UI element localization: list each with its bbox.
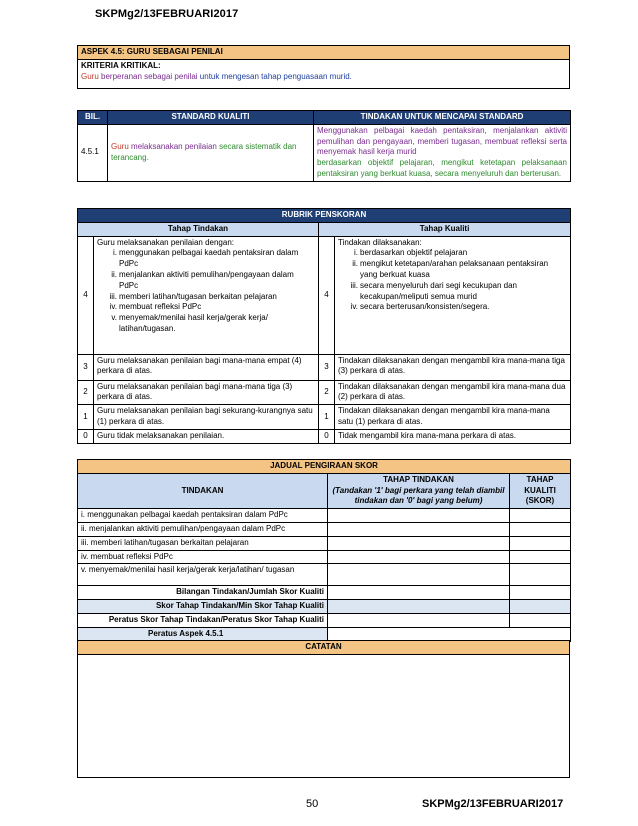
tahap-tindakan-cell[interactable] [328,550,510,564]
level4-right [335,236,571,354]
rubrik-title: RUBRIK PENSKORAN [78,209,571,223]
list-item: iv. secara berterusan/konsisten/segera. [350,302,490,312]
jadual-col-tindakan: TINDAKAN [78,473,328,508]
list-item: ii. mengikut ketetapan/arahan pelaksanaan pentaksiran yang berkuat kuasa [352,259,549,279]
level4-right-intro: Tindakan dilaksanakan: [338,237,422,247]
row-left: Guru melaksanakan penilaian bagi mana-mana tiga (3) perkara di atas. [94,380,319,405]
peratus-aspek-label: Peratus Aspek 4.5.1 [78,627,328,641]
std-end: secara sistematik dan terancang. [111,141,297,162]
col-tindakan: TINDAKAN UNTUK MENCAPAI STANDARD [314,111,571,125]
peratus-skor-cell[interactable] [328,613,510,627]
standard-text [108,124,314,181]
row-score: 2 [78,380,94,405]
catatan-table [77,640,570,778]
row-right: Tindakan dilaksanakan dengan mengambil kira mana-mana tiga (3) perkara di atas. [335,354,571,380]
list-item: ii. menjalankan aktiviti pemulihan/pengayaan dalam PdPc [111,269,294,290]
jadual-item: v. menyemak/menilai hasil kerja/gerak kerja/latihan/ tugasan [78,564,328,586]
tahap-tindakan-note: (Tandakan '1' bagi perkara yang telah diambil tindakan dan '0' bagi yang belum) [332,485,505,506]
rubrik-table [77,208,571,444]
level4-left-intro: Guru melaksanakan penilaian dengan: [97,237,234,247]
peratus-aspek-cell[interactable] [328,627,571,641]
kriteria-cell [78,60,570,89]
level4-score-left: 4 [78,236,94,354]
page-footer: SKPMg2/13FEBRUARI2017 [422,798,564,810]
tahap-kualiti-cell[interactable] [510,564,571,586]
jadual-item: i. menggunakan pelbagai kaedah pentaksiran dalam PdPc [78,509,328,523]
row-right: Tindakan dilaksanakan dengan mengambil kira mana-mana dua (2) perkara di atas. [335,380,571,405]
tahap-tindakan-cell[interactable] [328,564,510,586]
kriteria-end: untuk mengesan tahap penguasaan murid. [199,71,352,81]
tahap-tindakan-label: TAHAP TINDAKAN [383,474,454,484]
list-item: iii. memberi latihan/tugasan berkaitan pelajaran [109,291,277,301]
bilangan-kualiti-cell[interactable] [510,586,571,600]
level4-right-list [338,248,567,313]
list-item: v. menyemak/menilai hasil kerja/gerak kerja/ latihan/tugasan. [111,313,268,333]
bilangan-cell[interactable] [328,586,510,600]
level4-score-right: 4 [319,236,335,354]
col-bil: BIL. [78,111,108,125]
peratus-skor-kualiti-cell[interactable] [510,613,571,627]
row-left: Guru melaksanakan penilaian bagi mana-mana empat (4) perkara di atas. [94,354,319,380]
jadual-item: ii. menjalankan aktiviti pemulihan/pengayaan dalam PdPc [78,522,328,536]
tahap-kualiti-cell[interactable] [510,522,571,536]
row-score: 1 [319,405,335,430]
tindakan-text-1: Menggunakan pelbagai kaedah pentaksiran, menjalankan aktiviti pemulihan dan pengayaan, memberi tugasan, membuat refleksi serta menyemak hasil kerja murid [317,125,567,157]
skor-label: Skor Tahap Tindakan/Min Skor Tahap Kualiti [78,600,328,614]
standard-table [77,110,571,182]
tahap-tindakan-cell[interactable] [328,536,510,550]
list-item: iii. secara menyeluruh dari segi kecukupan dan kecakupan/meliputi semua murid [350,280,517,301]
rubrik-col-tindakan: Tahap Tindakan [78,222,319,236]
peratus-skor-label: Peratus Skor Tahap Tindakan/Peratus Skor Tahap Kualiti [78,613,328,627]
page-header: SKPMg2/13FEBRUARI2017 [95,8,239,20]
page-number: 50 [306,798,319,810]
list-item: iv. membuat refleksi PdPc [109,302,202,312]
row-score: 3 [78,354,94,380]
aspect-table [77,45,570,89]
jadual-col-tahap-kualiti: TAHAP KUALITI (SKOR) [510,473,571,508]
standard-bil: 4.5.1 [78,124,108,181]
std-mid: melaksanakan penilaian [131,141,217,151]
row-score: 2 [319,380,335,405]
tahap-tindakan-cell[interactable] [328,522,510,536]
tahap-kualiti-cell[interactable] [510,509,571,523]
std-guru: Guru [111,141,129,151]
tindakan-text-2: berdasarkan objektif pelajaran, mengikut ketetapan pelaksanaan pentaksiran yang berkuat kuasa, secara menyeluruh dan berterusan. [317,158,567,178]
row-score: 0 [78,429,94,443]
kriteria-label: KRITERIA KRITIKAL: [81,61,161,70]
tahap-tindakan-cell[interactable] [328,509,510,523]
list-item: i. berdasarkan objektif pelajaran [354,248,468,258]
catatan-area[interactable] [78,654,570,777]
row-right: Tidak mengambil kira mana-mana perkara di atas. [335,429,571,443]
standard-tindakan [314,124,571,181]
jadual-item: iv. membuat refleksi PdPc [78,550,328,564]
jadual-col-tahap-tindakan [328,473,510,508]
row-left: Guru melaksanakan penilaian bagi sekurang-kurangnya satu (1) perkara di atas. [94,405,319,430]
row-score: 0 [319,429,335,443]
catatan-title: CATATAN [78,641,570,655]
level4-left [94,236,319,354]
row-right: Tindakan dilaksanakan dengan mengambil kira mana-mana satu (1) perkara di atas. [335,405,571,430]
jadual-title: JADUAL PENGIRAAN SKOR [78,460,571,474]
row-left: Guru tidak melaksanakan penilaian. [94,429,319,443]
kriteria-mid: berperanan sebagai penilai [101,71,198,81]
tahap-kualiti-cell[interactable] [510,536,571,550]
kriteria-guru: Guru [81,71,99,81]
skor-kualiti-cell[interactable] [510,600,571,614]
jadual-item: iii. memberi latihan/tugasan berkaitan pelajaran [78,536,328,550]
level4-left-list [97,248,315,334]
skor-cell[interactable] [328,600,510,614]
jadual-table [77,459,571,642]
tahap-kualiti-cell[interactable] [510,550,571,564]
aspect-title: ASPEK 4.5: GURU SEBAGAI PENILAI [78,46,570,60]
list-item: i. menggunakan pelbagai kaedah pentaksiran dalam PdPc [113,248,299,269]
rubrik-col-kualiti: Tahap Kualiti [319,222,571,236]
bilangan-label: Bilangan Tindakan/Jumlah Skor Kualiti [78,586,328,600]
row-score: 3 [319,354,335,380]
col-standard: STANDARD KUALITI [108,111,314,125]
row-score: 1 [78,405,94,430]
